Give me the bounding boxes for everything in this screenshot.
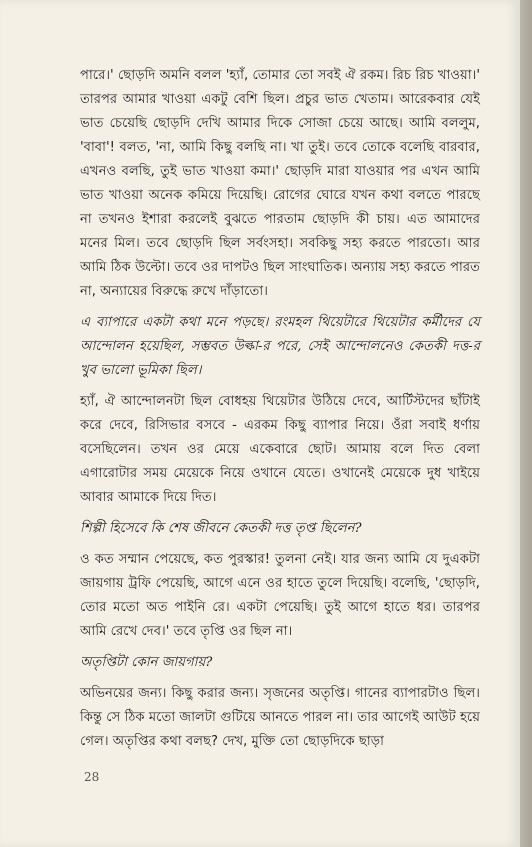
question-paragraph: শিল্পী হিসেবে কি শেষ জীবনে কেতকী দত্ত তৃপ্ত ছিলেন? (80, 521, 362, 536)
page-number: 28 (84, 770, 100, 784)
book-spine-edge (520, 0, 532, 847)
answer-paragraph: পারে।' ছোড়দি অমনি বলল 'হ্যাঁ, তোমার তো সবই ঐ রকম। রিচ রিচ খাওয়া।' তারপর আমার খাওয়া একটু বেশি ছিল। প্রচুর ভাত খেতাম। আরেকবার যেই ভাত চেয়েছি ছোড়দি দেখি আমার দিকে সোজা চেয়ে আছে। আমি বললুম, 'বাবা'! বলত, 'না, আমি কিছু বলছি না। খা তুই। তবে তোকে বলেছি বারবার, এখনও বলছি, তুই ভাত খাওয়া কমা।' ছোড়দি মারা যাওয়ার পর এখন আমি ভাত খাওয়া অনেক কমিয়ে দিয়েছি। রোগের ঘোরে যখন কথা বলতে পারছে না তখনও ইশারা করলেই বুঝতে পারতাম ছোড়দি কী চায়। এত আমাদের মনের মিল। তবে ছোড়দি ছিল সর্বংসহা। সবকিছু সহ্য করতে পারতো। আর আমি ঠিক উল্টো। তবে ওর দাপটও ছিল সাংঘাতিক। অন্যায় সহ্য করতে পারত না, অন্যায়ের বিরুদ্ধে রুখে দাঁড়াতো। (80, 68, 480, 299)
question-paragraph: এ ব্যাপারে একটা কথা মনে পড়ছে। রংমহল থিয়েটারে থিয়েটার কর্মীদের যে আন্দোলন হয়েছিল, সম্ভবত উল্কা-র পরে, সেই আন্দোলনেও কেতকী দত্ত-র খুব ভালো ভূমিকা ছিল। (80, 315, 480, 378)
page-body-text (80, 64, 480, 761)
answer-paragraph: ও কত সম্মান পেয়েছে, কত পুরস্কার! তুলনা নেই। যার জন্য আমি যে দুএকটা জায়গায় ট্রফি পেয়েছি, আগে এনে ওর হাতে তুলে দিয়েছি। বলেছি, 'ছোড়দি, তোর মতো অত পাইনি রে। একটা পেয়েছি। তুই আগে হাতে ধর। তারপর আমি রেখে দেব।' তবে তৃপ্তি ওর ছিল না। (80, 552, 480, 639)
answer-paragraph: অভিনয়ের জন্য। কিছু করার জন্য। সৃজনের অতৃপ্তি। গানের ব্যাপারটাও ছিল। কিন্তু সে ঠিক মতো জালটা গুটিয়ে আনতে পারল না। তার আগেই আউট হয়ে গেল। অতৃপ্তির কথা বলছ? দেখ, মুক্তি তো ছোড়দিকে ছাড়া (80, 686, 480, 749)
question-paragraph: অতৃপ্তিটা কোন জায়গায়? (80, 655, 213, 670)
answer-paragraph: হ্যাঁ, ঐ আন্দোলনটা ছিল বোধহয় থিয়েটার উঠিয়ে দেবে, আর্টিস্টদের ছাঁটাই করে দেবে, রিসিভার বসবে - এরকম কিছু ব্যাপার নিয়ে। ওঁরা সবাই ধর্ণায় বসেছিলেন। তখন ওর মেয়ে একেবারে ছোট। আমায় বলে দিত বেলা এগারোটার সময় মেয়েকে নিয়ে ওখানে যেতে। ওখানেই মেয়েকে দুধ খাইয়ে আবার আমাকে দিয়ে দিত। (80, 394, 480, 505)
